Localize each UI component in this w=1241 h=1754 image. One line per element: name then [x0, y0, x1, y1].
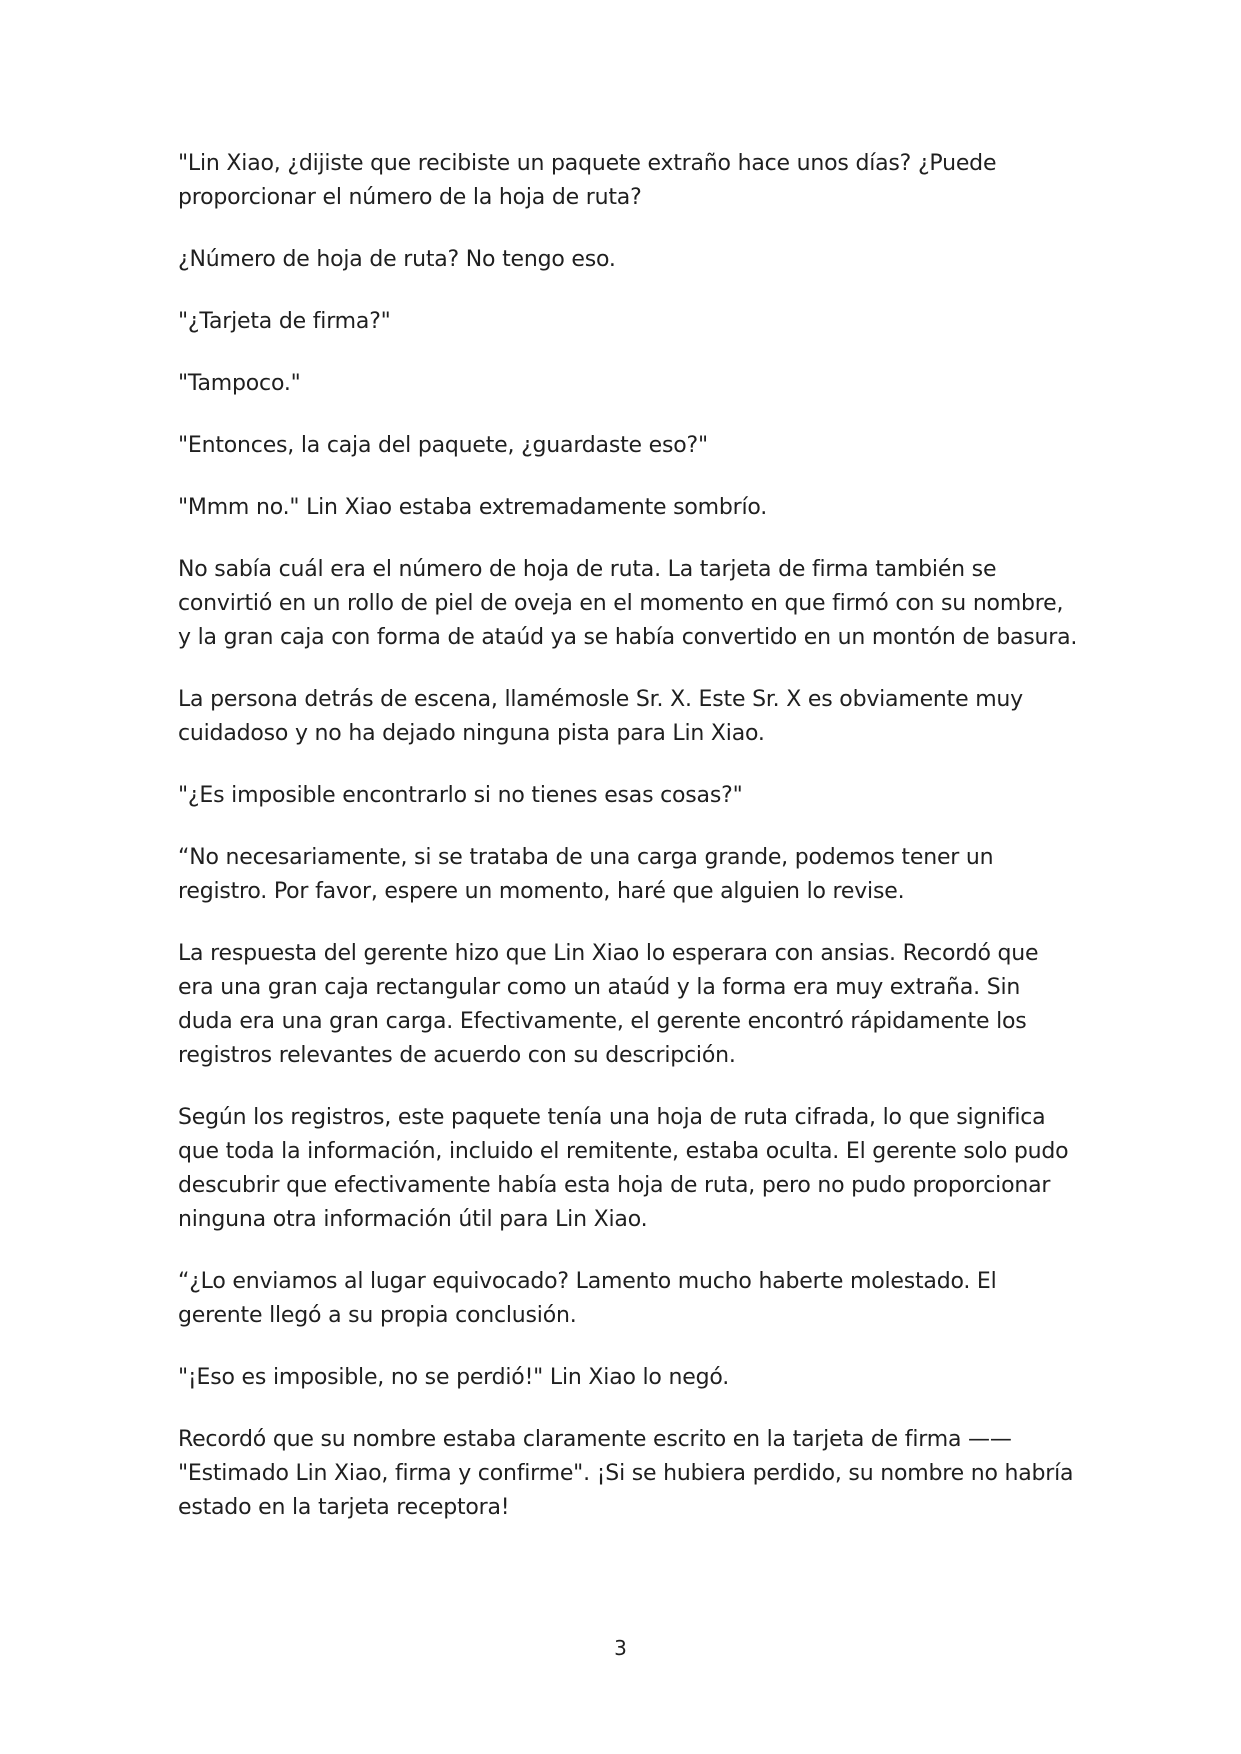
paragraph: “¿Lo enviamos al lugar equivocado? Lamento mucho haberte molestado. El gerente llegó a su propia conclusión.: [178, 1269, 997, 1328]
paragraph: "Lin Xiao, ¿dijiste que recibiste un paquete extraño hace unos días? ¿Puede proporcionar el número de la hoja de ruta?: [178, 151, 997, 210]
paragraph: "¿Es imposible encontrarlo si no tienes esas cosas?": [178, 783, 743, 808]
paragraph: "Mmm no." Lin Xiao estaba extremadamente sombrío.: [178, 495, 768, 520]
paragraph: No sabía cuál era el número de hoja de ruta. La tarjeta de firma también se convirtió en un rollo de piel de oveja en el momento en que firmó con su nombre, y la gran caja con forma de ataúd ya se había convertido en un montón de basura.: [178, 557, 1078, 650]
paragraph: "¿Tarjeta de firma?": [178, 309, 391, 334]
body-text: [178, 147, 1078, 1553]
paragraph: La respuesta del gerente hizo que Lin Xiao lo esperara con ansias. Recordó que era una gran caja rectangular como un ataúd y la forma era muy extraña. Sin duda era una gran carga. Efectivamente, el gerente encontró rápidamente los registros relevantes de acuerdo con su descripción.: [178, 941, 1039, 1068]
paragraph: "Entonces, la caja del paquete, ¿guardaste eso?": [178, 433, 708, 458]
paragraph: "¡Eso es imposible, no se perdió!" Lin Xiao lo negó.: [178, 1365, 729, 1390]
paragraph: ¿Número de hoja de ruta? No tengo eso.: [178, 247, 616, 272]
page-number: 3: [614, 1636, 627, 1660]
paragraph: “No necesariamente, si se trataba de una carga grande, podemos tener un registro. Por favor, espere un momento, haré que alguien lo revise.: [178, 845, 994, 904]
paragraph: "Tampoco.": [178, 371, 301, 396]
paragraph: Según los registros, este paquete tenía una hoja de ruta cifrada, lo que significa que toda la información, incluido el remitente, estaba oculta. El gerente solo pudo descubrir que efectivamente había esta hoja de ruta, pero no pudo proporcionar ninguna otra información útil para Lin Xiao.: [178, 1105, 1069, 1232]
paragraph: Recordó que su nombre estaba claramente escrito en la tarjeta de firma —— "Estimado Lin Xiao, firma y confirme". ¡Si se hubiera perdido, su nombre no habría estado en la tarjeta receptora!: [178, 1427, 1074, 1520]
paragraph: La persona detrás de escena, llamémosle Sr. X. Este Sr. X es obviamente muy cuidadoso y no ha dejado ninguna pista para Lin Xiao.: [178, 687, 1023, 746]
